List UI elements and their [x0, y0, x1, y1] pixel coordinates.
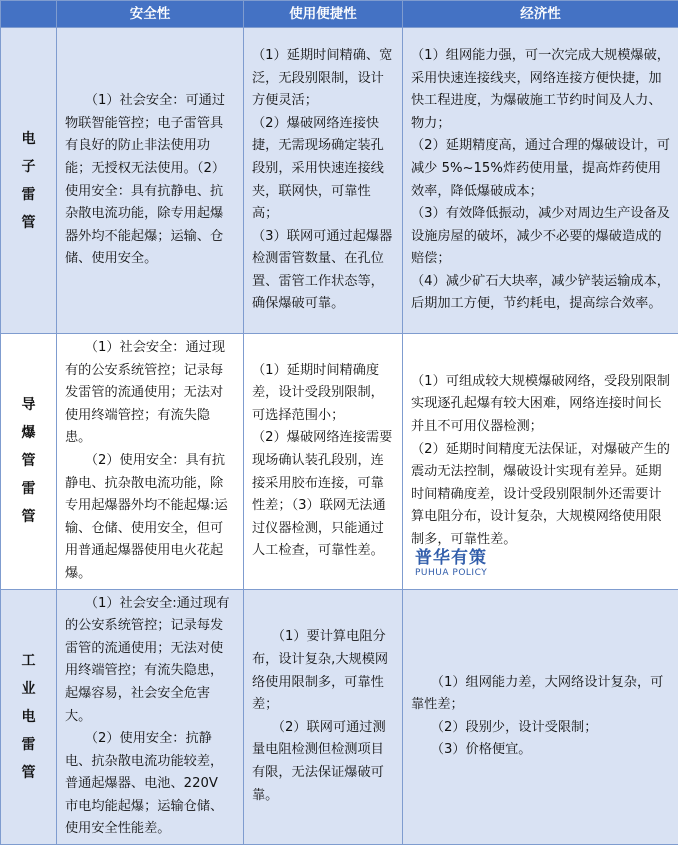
cell-paragraph: （2）联网可通过测量电阻检测但检测项目有限，无法保证爆破可靠。 [252, 717, 394, 807]
cell-paragraph: （4）减少矿石大块率，减少铲装运输成本，后期加工方便，节约耗电，提高综合效率。 [411, 271, 670, 316]
row-header-shock-tube-detonator [1, 334, 57, 590]
cell-paragraph: （1）社会安全：可通过物联智能管控；电子雷管具有良好的防止非法使用功能；无授权无法使用。（2）使用安全：具有抗静电、抗杂散电流功能，除专用起爆器外均不能起爆；运输、仓储、使用安全。 [65, 90, 235, 271]
cell-electronic-safety [57, 28, 244, 334]
cell-paragraph: （2）延期精度高，通过合理的爆破设计，可减少 5%~15%炸药使用量，提高炸药使用效率，降低爆破成本； [411, 135, 670, 203]
row-header-char: 管 [1, 503, 56, 531]
cell-industrial-convenience [244, 589, 403, 845]
header-row [1, 1, 678, 28]
header-economy: 经济性 [403, 1, 678, 28]
cell-paragraph: （2）段别少，设计受限制； [411, 717, 670, 740]
table-row-electronic-detonator [1, 28, 678, 334]
cell-paragraph: （3）联网可通过起爆器检测雷管数量、在孔位置、雷管工作状态等，确保爆破可靠。 [252, 226, 394, 316]
cell-paragraph: （2）使用安全：具有抗静电、抗杂散电流功能，除专用起爆器外均不能起爆:运输、仓储、使用安全，但可用普通起爆器使用电火花起爆。 [65, 450, 235, 586]
row-header-char: 雷 [1, 475, 56, 503]
row-header-char: 管 [1, 447, 56, 475]
cell-paragraph: （2）爆破网络连接需要现场确认装孔段别，连接采用胶布连接，可靠性差；（3）联网无法通过仪器检测，只能通过人工检查，可靠性差。 [252, 427, 394, 563]
cell-paragraph: （1）组网能力差，大网络设计复杂，可靠性差； [411, 672, 670, 717]
row-header-char: 工 [1, 647, 56, 675]
header-safety: 安全性 [57, 1, 244, 28]
cell-paragraph: （2）延期时间精度无法保证，对爆破产生的震动无法控制，爆破设计实现有差异。延期时间精确度差，设计受段别限制外还需要计算电阻分布，设计复杂，大规模网络使用限制多，可靠性差。 [411, 439, 670, 552]
cell-shock-tube-safety [57, 334, 244, 590]
puhua-watermark-logo [415, 548, 487, 579]
cell-electronic-convenience [244, 28, 403, 334]
cell-industrial-safety [57, 589, 244, 845]
cell-industrial-economy [403, 589, 678, 845]
row-header-char: 导 [1, 391, 56, 419]
cell-shock-tube-convenience [244, 334, 403, 590]
cell-paragraph: （1）要计算电阻分布，设计复杂,大规模网络使用限制多，可靠性差； [252, 626, 394, 716]
row-header-char: 雷 [1, 731, 56, 759]
row-header-char: 电 [1, 125, 56, 153]
cell-paragraph: （1）社会安全:通过现有的公安系统管控；记录每发雷管的流通使用；无法对使用终端管控；有流失隐患，起爆容易，社会安全危害大。 [65, 593, 235, 729]
row-header-char: 雷 [1, 181, 56, 209]
cell-paragraph: （1）可组成较大规模爆破网络，受段别限制实现逐孔起爆有较大困难，网络连接时间长并且不可用仪器检测； [411, 371, 670, 439]
watermark-cn: 普华有策 [415, 548, 487, 568]
cell-paragraph: （1）延期时间精确、宽泛，无段别限制，设计方便灵活； [252, 45, 394, 113]
row-header-electronic-detonator [1, 28, 57, 334]
row-header-char: 管 [1, 209, 56, 237]
cell-shock-tube-economy [403, 334, 678, 590]
row-header-char: 子 [1, 153, 56, 181]
header-convenience: 使用便捷性 [244, 1, 403, 28]
row-header-char: 电 [1, 703, 56, 731]
cell-electronic-economy [403, 28, 678, 334]
cell-paragraph: （1）组网能力强，可一次完成大规模爆破，采用快速连接线夹，网络连接方便快捷，加快工程进度，为爆破施工节约时间及人力、物力； [411, 45, 670, 135]
table-row-shock-tube-detonator [1, 334, 678, 590]
row-header-char: 爆 [1, 419, 56, 447]
cell-paragraph: （3）有效降低振动，减少对周边生产设备及设施房屋的破坏，减少不必要的爆破造成的赔偿； [411, 203, 670, 271]
row-header-industrial-electric-detonator [1, 589, 57, 845]
cell-paragraph: （1）社会安全：通过现有的公安系统管控；记录每发雷管的流通使用；无法对使用终端管控；有流失隐患。 [65, 337, 235, 450]
watermark-en: PUHUA POLICY [415, 568, 487, 579]
table-row-industrial-electric-detonator [1, 589, 678, 845]
header-corner [1, 1, 57, 28]
cell-paragraph: （2）爆破网络连接快捷，无需现场确定装孔段别，采用快速连接线夹，联网快，可靠性高； [252, 113, 394, 226]
cell-paragraph: （2）使用安全：抗静电、抗杂散电流功能较差，普通起爆器、电池、220V 市电均能起爆；运输仓储、使用安全性能差。 [65, 728, 235, 841]
row-header-char: 管 [1, 759, 56, 787]
cell-paragraph: （3）价格便宜。 [411, 739, 670, 762]
row-header-char: 业 [1, 675, 56, 703]
cell-paragraph: （1）延期时间精确度差，设计受段别限制，可选择范围小； [252, 360, 394, 428]
